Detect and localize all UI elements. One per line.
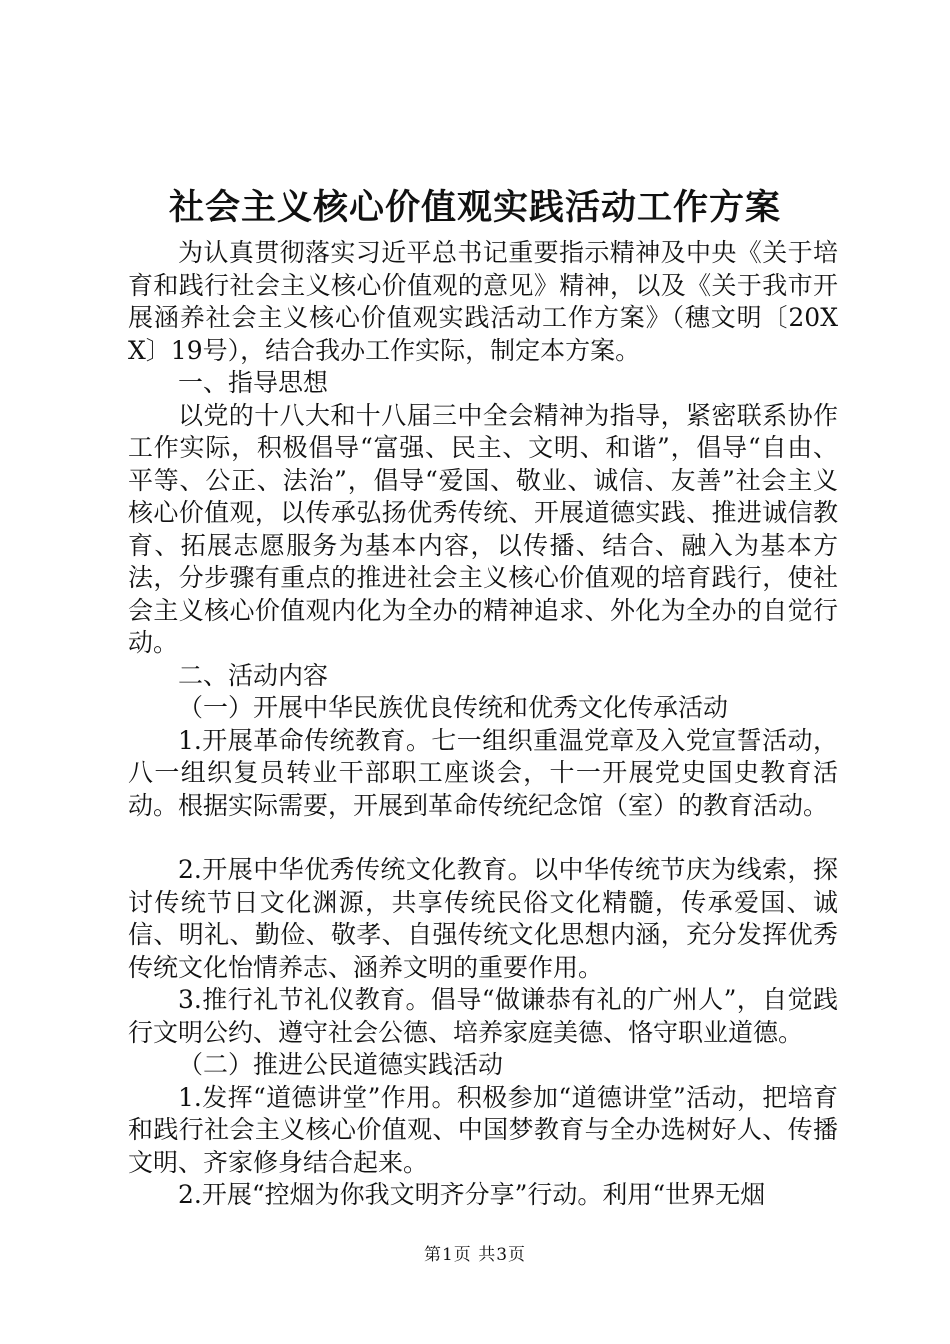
section-heading-guiding-ideology: 一、指导思想 bbox=[178, 368, 329, 397]
item-smoking-control: 2.开展“控烟为你我文明齐分享”行动。利用“世界无烟 bbox=[178, 1180, 766, 1209]
intro-paragraph: 为认真贯彻落实习近平总书记重要指示精神及中央《关于培育和践行社会主义核心价值观的意见》精神，以及《关于我市开展涵养社会主义核心价值观实践活动工作方案》（穗文明〔20XX〕19号），结合我办工作实际，制定本方案。 bbox=[128, 238, 838, 365]
item-etiquette-education: 3.推行礼节礼仪教育。倡导“做谦恭有礼的广州人”，自觉践行文明公约、遵守社会公德、培养家庭美德、恪守职业道德。 bbox=[128, 985, 838, 1047]
document-body bbox=[128, 237, 838, 1212]
item-moral-lecture: 1.发挥“道德讲堂”作用。积极参加“道德讲堂”活动，把培育和践行社会主义核心价值观、中国梦教育与全办选树好人、传播文明、齐家修身结合起来。 bbox=[128, 1082, 838, 1177]
page-footer: 第1页 共3页 bbox=[423, 1245, 527, 1265]
document-title: 社会主义核心价值观实践活动工作方案 bbox=[168, 187, 781, 228]
blank-line bbox=[128, 822, 838, 854]
subsection-heading-tradition: （一）开展中华民族优良传统和优秀文化传承活动 bbox=[178, 693, 729, 722]
item-traditional-culture: 2.开展中华优秀传统文化教育。以中华传统节庆为线索，探讨传统节日文化渊源，共享传统民俗文化精髓，传承爱国、诚信、明礼、勤俭、敬孝、自强传统文化思想内涵，充分发挥优秀传统文化怡情养志、涵养文明的重要作用。 bbox=[128, 855, 838, 982]
item-revolutionary-education: 1.开展革命传统教育。七一组织重温党章及入党宣誓活动，八一组织复员转业干部职工座谈会，十一开展党史国史教育活动。根据实际需要，开展到革命传统纪念馆（室）的教育活动。 bbox=[128, 725, 838, 820]
section-heading-activities: 二、活动内容 bbox=[178, 660, 329, 690]
guiding-ideology-paragraph: 以党的十八大和十八届三中全会精神为指导，紧密联系协作工作实际，积极倡导“富强、民主、文明、和谐”，倡导“自由、平等、公正、法治”，倡导“爱国、敬业、诚信、友善”社会主义核心价值观，以传承弘扬优秀传统、开展道德实践、推进诚信教育、拓展志愿服务为基本内容，以传播、结合、融入为基本方法，分步骤有重点的推进社会主义核心价值观的培育践行，使社会主义核心价值观内化为全办的精神追求、外化为全办的自觉行动。 bbox=[128, 400, 838, 657]
subsection-heading-moral-practice: （二）推进公民道德实践活动 bbox=[178, 1050, 504, 1079]
